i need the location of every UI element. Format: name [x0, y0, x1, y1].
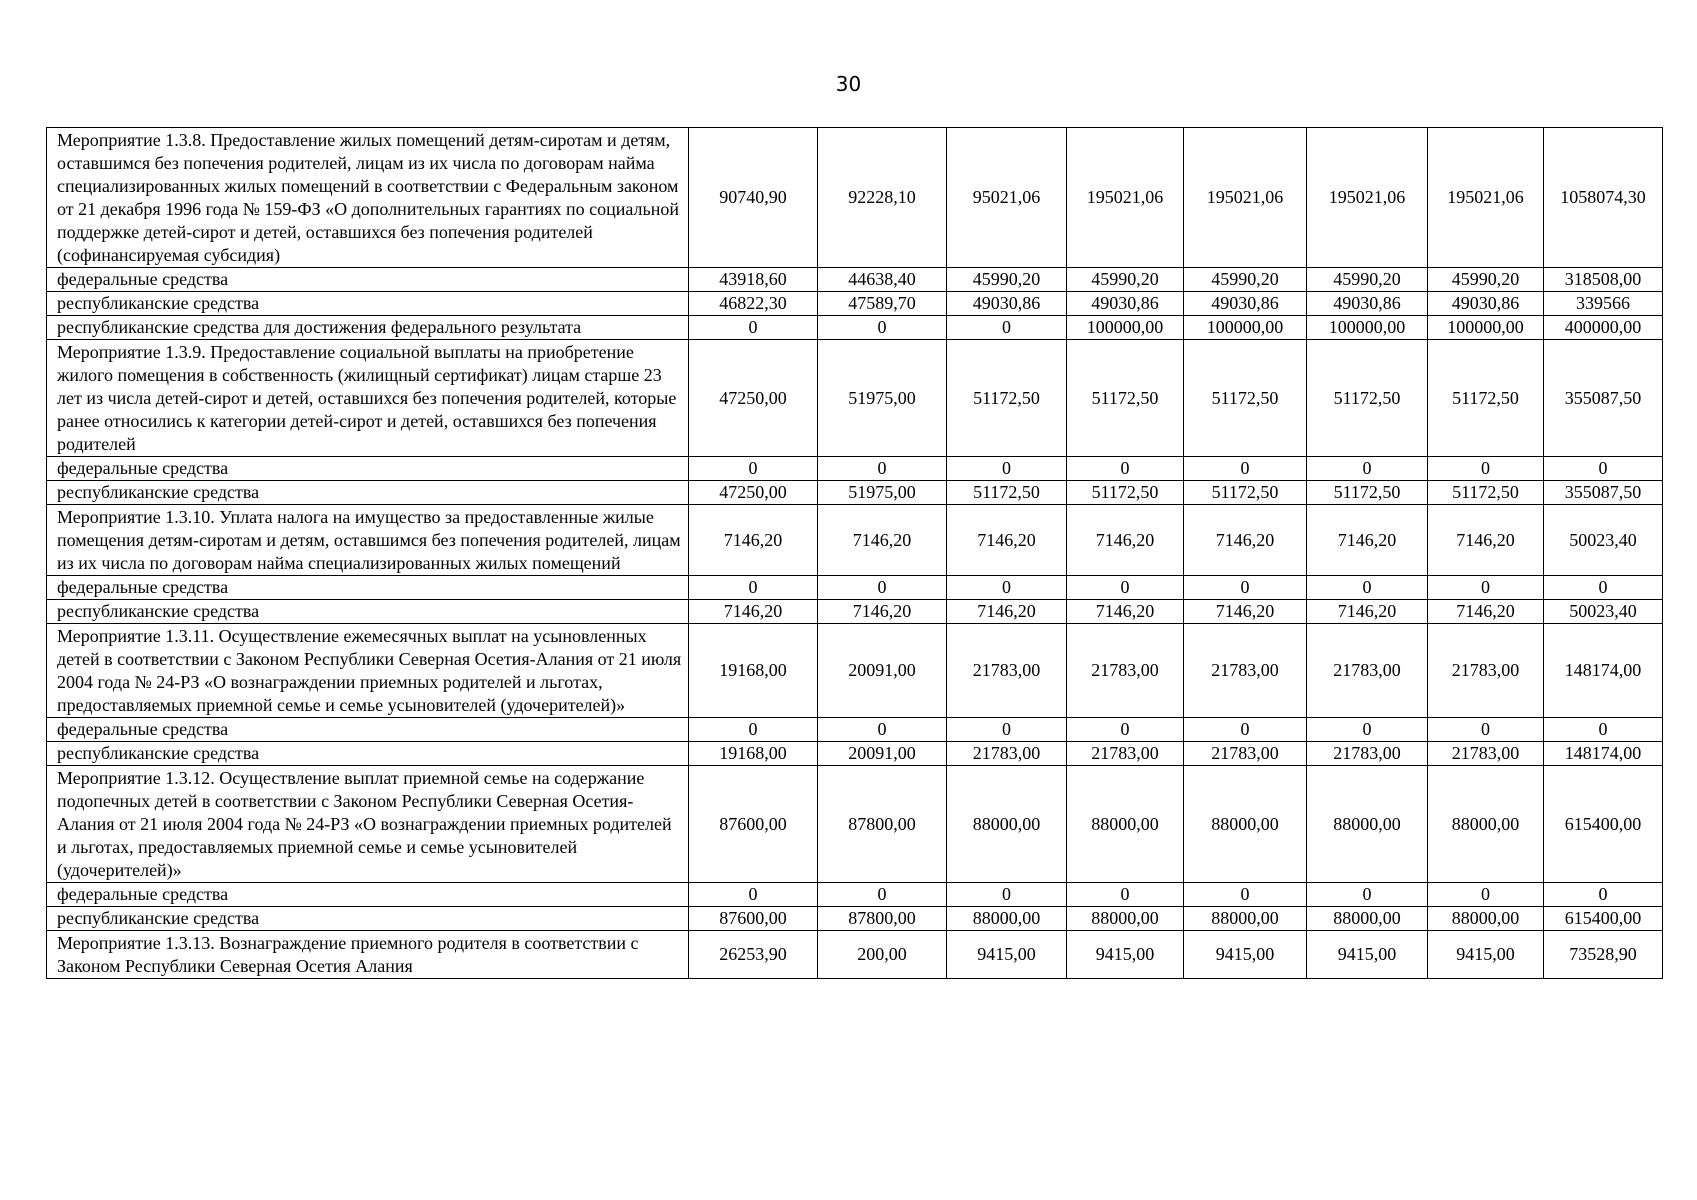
- year-value-cell: 51172,50: [1067, 481, 1184, 505]
- year-value-cell: 0: [1307, 883, 1428, 907]
- year-value-cell: 0: [1428, 883, 1544, 907]
- year-value-cell: 0: [1307, 576, 1428, 600]
- year-value-cell: 0: [1428, 718, 1544, 742]
- year-value-cell: 9415,00: [947, 931, 1067, 979]
- year-value-cell: 45990,20: [947, 268, 1067, 292]
- year-value-cell: 21783,00: [1067, 742, 1184, 766]
- year-value-cell: 88000,00: [1428, 907, 1544, 931]
- funding-source-row: [47, 481, 1663, 505]
- year-value-cell: 51975,00: [818, 340, 947, 457]
- funding-source-row: [47, 457, 1663, 481]
- year-value-cell: 195021,06: [1307, 128, 1428, 268]
- year-value-cell: 21783,00: [1184, 742, 1307, 766]
- year-value-cell: 92228,10: [818, 128, 947, 268]
- year-value-cell: 195021,06: [1184, 128, 1307, 268]
- funding-source-row: [47, 292, 1663, 316]
- year-value-cell: 7146,20: [1184, 600, 1307, 624]
- year-value-cell: 100000,00: [1067, 316, 1184, 340]
- total-value-cell: 148174,00: [1544, 624, 1663, 718]
- funding-source-row: [47, 268, 1663, 292]
- year-value-cell: 21783,00: [1428, 742, 1544, 766]
- year-value-cell: 51172,50: [1428, 481, 1544, 505]
- year-value-cell: 7146,20: [818, 600, 947, 624]
- year-value-cell: 7146,20: [1184, 505, 1307, 576]
- year-value-cell: 20091,00: [818, 742, 947, 766]
- total-value-cell: 0: [1544, 457, 1663, 481]
- year-value-cell: 87800,00: [818, 907, 947, 931]
- year-value-cell: 95021,06: [947, 128, 1067, 268]
- year-value-cell: 7146,20: [947, 600, 1067, 624]
- year-value-cell: 51172,50: [1184, 340, 1307, 457]
- year-value-cell: 7146,20: [1307, 600, 1428, 624]
- year-value-cell: 21783,00: [1307, 624, 1428, 718]
- year-value-cell: 49030,86: [1307, 292, 1428, 316]
- year-value-cell: 0: [818, 883, 947, 907]
- activity-label: Мероприятие 1.3.11. Осуществление ежемесячных выплат на усыновленных детей в соответствии с Законом Республики Северная Осетия-Алания от 21 июля 2004 года № 24-РЗ «О вознаграждении приемных родителей и льготах, предоставляемых приемной семье и семье усыновителей (удочерителей)»: [47, 624, 689, 718]
- total-value-cell: 0: [1544, 883, 1663, 907]
- year-value-cell: 7146,20: [1067, 600, 1184, 624]
- year-value-cell: 45990,20: [1184, 268, 1307, 292]
- year-value-cell: 45990,20: [1067, 268, 1184, 292]
- year-value-cell: 195021,06: [1428, 128, 1544, 268]
- activity-label: Мероприятие 1.3.10. Уплата налога на имущество за предоставленные жилые помещения детям-сиротам и детям, оставшимся без попечения родителей, лицам из их числа по договорам найма специализированных жилых помещений: [47, 505, 689, 576]
- year-value-cell: 0: [1184, 457, 1307, 481]
- total-value-cell: 615400,00: [1544, 766, 1663, 883]
- year-value-cell: 88000,00: [1184, 766, 1307, 883]
- funding-source-row: [47, 600, 1663, 624]
- funding-source-label: федеральные средства: [47, 268, 689, 292]
- funding-source-label: федеральные средства: [47, 576, 689, 600]
- year-value-cell: 88000,00: [1067, 766, 1184, 883]
- year-value-cell: 9415,00: [1067, 931, 1184, 979]
- year-value-cell: 90740,90: [689, 128, 818, 268]
- year-value-cell: 88000,00: [947, 766, 1067, 883]
- funding-source-label: республиканские средства: [47, 481, 689, 505]
- year-value-cell: 51975,00: [818, 481, 947, 505]
- year-value-cell: 87600,00: [689, 907, 818, 931]
- activity-label: Мероприятие 1.3.8. Предоставление жилых помещений детям-сиротам и детям, оставшимся без попечения родителей, лицам из их числа по договорам найма специализированных жилых помещений в соответствии с Федеральным законом от 21 декабря 1996 года № 159-ФЗ «О дополнительных гарантиях по социальной поддержке детей-сирот и детей, оставшихся без попечения родителей (софинансируемая субсидия): [47, 128, 689, 268]
- activity-row: [47, 766, 1663, 883]
- year-value-cell: 49030,86: [1184, 292, 1307, 316]
- year-value-cell: 21783,00: [947, 624, 1067, 718]
- year-value-cell: 88000,00: [1307, 907, 1428, 931]
- year-value-cell: 0: [818, 718, 947, 742]
- funding-source-row: [47, 316, 1663, 340]
- year-value-cell: 51172,50: [947, 481, 1067, 505]
- year-value-cell: 51172,50: [947, 340, 1067, 457]
- year-value-cell: 49030,86: [947, 292, 1067, 316]
- activity-row: [47, 340, 1663, 457]
- year-value-cell: 51172,50: [1184, 481, 1307, 505]
- total-value-cell: 0: [1544, 576, 1663, 600]
- year-value-cell: 45990,20: [1307, 268, 1428, 292]
- funding-source-row: [47, 718, 1663, 742]
- year-value-cell: 0: [1067, 883, 1184, 907]
- year-value-cell: 7146,20: [1428, 505, 1544, 576]
- table-body: [47, 128, 1663, 979]
- year-value-cell: 44638,40: [818, 268, 947, 292]
- year-value-cell: 9415,00: [1307, 931, 1428, 979]
- year-value-cell: 51172,50: [1428, 340, 1544, 457]
- activity-row: [47, 931, 1663, 979]
- funding-source-row: [47, 742, 1663, 766]
- year-value-cell: 88000,00: [1184, 907, 1307, 931]
- total-value-cell: 318508,00: [1544, 268, 1663, 292]
- page-number: 30: [835, 72, 862, 96]
- funding-source-row: [47, 883, 1663, 907]
- year-value-cell: 0: [947, 316, 1067, 340]
- year-value-cell: 0: [1428, 457, 1544, 481]
- year-value-cell: 51172,50: [1307, 481, 1428, 505]
- funding-source-label: республиканские средства: [47, 292, 689, 316]
- activity-label: Мероприятие 1.3.13. Вознаграждение приемного родителя в соответствии с Законом Республики Северная Осетия Алания: [47, 931, 689, 979]
- year-value-cell: 0: [1184, 883, 1307, 907]
- activity-label: Мероприятие 1.3.9. Предоставление социальной выплаты на приобретение жилого помещения в собственность (жилищный сертификат) лицам старше 23 лет из числа детей-сирот и детей, оставшихся без попечения родителей, которые ранее относились к категории детей-сирот и детей, оставшихся без попечения родителей: [47, 340, 689, 457]
- year-value-cell: 88000,00: [1428, 766, 1544, 883]
- year-value-cell: 26253,90: [689, 931, 818, 979]
- year-value-cell: 20091,00: [818, 624, 947, 718]
- year-value-cell: 195021,06: [1067, 128, 1184, 268]
- year-value-cell: 88000,00: [1307, 766, 1428, 883]
- year-value-cell: 0: [1307, 718, 1428, 742]
- total-value-cell: 355087,50: [1544, 340, 1663, 457]
- year-value-cell: 9415,00: [1428, 931, 1544, 979]
- year-value-cell: 47250,00: [689, 340, 818, 457]
- year-value-cell: 0: [947, 457, 1067, 481]
- year-value-cell: 0: [1184, 576, 1307, 600]
- funding-source-label: республиканские средства: [47, 742, 689, 766]
- total-value-cell: 615400,00: [1544, 907, 1663, 931]
- total-value-cell: 355087,50: [1544, 481, 1663, 505]
- year-value-cell: 0: [1428, 576, 1544, 600]
- year-value-cell: 45990,20: [1428, 268, 1544, 292]
- year-value-cell: 87800,00: [818, 766, 947, 883]
- funding-source-row: [47, 576, 1663, 600]
- year-value-cell: 100000,00: [1428, 316, 1544, 340]
- year-value-cell: 0: [689, 718, 818, 742]
- total-value-cell: 1058074,30: [1544, 128, 1663, 268]
- year-value-cell: 7146,20: [1067, 505, 1184, 576]
- activity-label: Мероприятие 1.3.12. Осуществление выплат приемной семье на содержание подопечных детей в соответствии с Законом Республики Северная Осетия-Алания от 21 июля 2004 года № 24-РЗ «О вознаграждении приемных родителей и льготах, предоставляемых приемной семье и семье усыновителей (удочерителей)»: [47, 766, 689, 883]
- funding-source-label: федеральные средства: [47, 457, 689, 481]
- year-value-cell: 0: [1067, 457, 1184, 481]
- year-value-cell: 0: [689, 883, 818, 907]
- year-value-cell: 0: [1067, 576, 1184, 600]
- year-value-cell: 7146,20: [1428, 600, 1544, 624]
- activity-row: [47, 624, 1663, 718]
- total-value-cell: 50023,40: [1544, 505, 1663, 576]
- year-value-cell: 0: [818, 457, 947, 481]
- year-value-cell: 7146,20: [689, 600, 818, 624]
- year-value-cell: 100000,00: [1184, 316, 1307, 340]
- year-value-cell: 100000,00: [1307, 316, 1428, 340]
- year-value-cell: 21783,00: [1184, 624, 1307, 718]
- funding-source-label: республиканские средства: [47, 907, 689, 931]
- year-value-cell: 0: [947, 883, 1067, 907]
- year-value-cell: 7146,20: [1307, 505, 1428, 576]
- year-value-cell: 7146,20: [689, 505, 818, 576]
- year-value-cell: 88000,00: [1067, 907, 1184, 931]
- year-value-cell: 51172,50: [1307, 340, 1428, 457]
- year-value-cell: 0: [818, 576, 947, 600]
- year-value-cell: 0: [818, 316, 947, 340]
- budget-table: [46, 127, 1663, 979]
- year-value-cell: 47250,00: [689, 481, 818, 505]
- year-value-cell: 0: [1307, 457, 1428, 481]
- year-value-cell: 0: [947, 576, 1067, 600]
- year-value-cell: 0: [689, 576, 818, 600]
- funding-source-label: республиканские средства: [47, 600, 689, 624]
- year-value-cell: 7146,20: [818, 505, 947, 576]
- year-value-cell: 49030,86: [1067, 292, 1184, 316]
- funding-source-row: [47, 907, 1663, 931]
- total-value-cell: 148174,00: [1544, 742, 1663, 766]
- funding-source-label: федеральные средства: [47, 718, 689, 742]
- year-value-cell: 88000,00: [947, 907, 1067, 931]
- year-value-cell: 19168,00: [689, 742, 818, 766]
- year-value-cell: 21783,00: [1428, 624, 1544, 718]
- year-value-cell: 21783,00: [1307, 742, 1428, 766]
- year-value-cell: 46822,30: [689, 292, 818, 316]
- year-value-cell: 21783,00: [1067, 624, 1184, 718]
- activity-row: [47, 128, 1663, 268]
- year-value-cell: 7146,20: [947, 505, 1067, 576]
- total-value-cell: 400000,00: [1544, 316, 1663, 340]
- year-value-cell: 43918,60: [689, 268, 818, 292]
- funding-source-label: республиканские средства для достижения федерального результата: [47, 316, 689, 340]
- activity-row: [47, 505, 1663, 576]
- total-value-cell: 50023,40: [1544, 600, 1663, 624]
- year-value-cell: 0: [1184, 718, 1307, 742]
- year-value-cell: 51172,50: [1067, 340, 1184, 457]
- year-value-cell: 0: [947, 718, 1067, 742]
- year-value-cell: 87600,00: [689, 766, 818, 883]
- total-value-cell: 339566: [1544, 292, 1663, 316]
- year-value-cell: 0: [689, 457, 818, 481]
- funding-source-label: федеральные средства: [47, 883, 689, 907]
- year-value-cell: 9415,00: [1184, 931, 1307, 979]
- year-value-cell: 19168,00: [689, 624, 818, 718]
- year-value-cell: 200,00: [818, 931, 947, 979]
- year-value-cell: 49030,86: [1428, 292, 1544, 316]
- total-value-cell: 0: [1544, 718, 1663, 742]
- year-value-cell: 21783,00: [947, 742, 1067, 766]
- year-value-cell: 0: [1067, 718, 1184, 742]
- year-value-cell: 0: [689, 316, 818, 340]
- year-value-cell: 47589,70: [818, 292, 947, 316]
- total-value-cell: 73528,90: [1544, 931, 1663, 979]
